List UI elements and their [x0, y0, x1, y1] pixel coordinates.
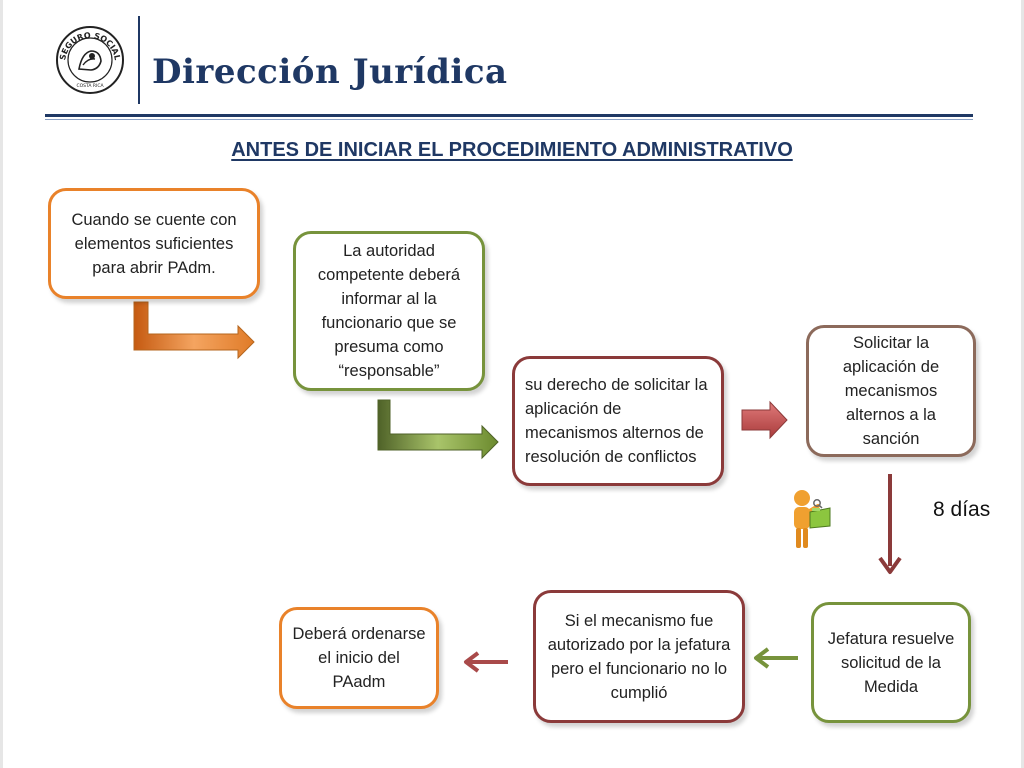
logo-top-text: SEGURO SOCIAL	[58, 30, 122, 61]
step-box-2	[293, 231, 485, 391]
step-box-3	[512, 356, 724, 486]
step-text-2: La autoridad competente deberá informar al la funcionario que se presuma como “responsable”	[317, 242, 461, 380]
step-box-4	[806, 325, 976, 457]
red-right-arrow	[742, 402, 787, 438]
step-text-7: Deberá ordenarse el inicio del PAadm	[292, 625, 426, 691]
section-heading: ANTES DE INICIAR EL PROCEDIMIENTO ADMINISTRATIVO	[231, 139, 793, 161]
left-arrow-green	[756, 649, 798, 667]
step-text-5: Jefatura resuelve solicitud de la Medida	[827, 629, 955, 696]
step-box-7	[279, 607, 439, 709]
logo-bottom-text: COSTA RICA	[76, 84, 104, 89]
down-arrow	[880, 474, 900, 572]
step-text-6: Si el mecanismo fue autorizado por la jefatura pero el funcionario no lo cumplió	[547, 611, 731, 702]
step-box-1	[48, 188, 260, 299]
step-text-4: Solicitar la aplicación de mecanismos alternos a la sanción	[842, 334, 940, 448]
person-with-folder-icon	[794, 490, 830, 548]
orange-bent-arrow	[134, 302, 254, 358]
duration-label: 8 días	[933, 498, 991, 521]
step-text-1: Cuando se cuente con elementos suficientes para abrir PAdm.	[71, 210, 237, 277]
step-box-5	[811, 602, 971, 723]
page-title: Dirección Jurídica	[152, 52, 508, 92]
left-arrow-maroon	[466, 653, 508, 671]
step-text-3: su derecho de solicitar la aplicación de mecanismos alternos de resolución de conflictos	[525, 376, 708, 466]
green-bent-arrow	[378, 400, 498, 458]
step-box-6	[533, 590, 745, 723]
